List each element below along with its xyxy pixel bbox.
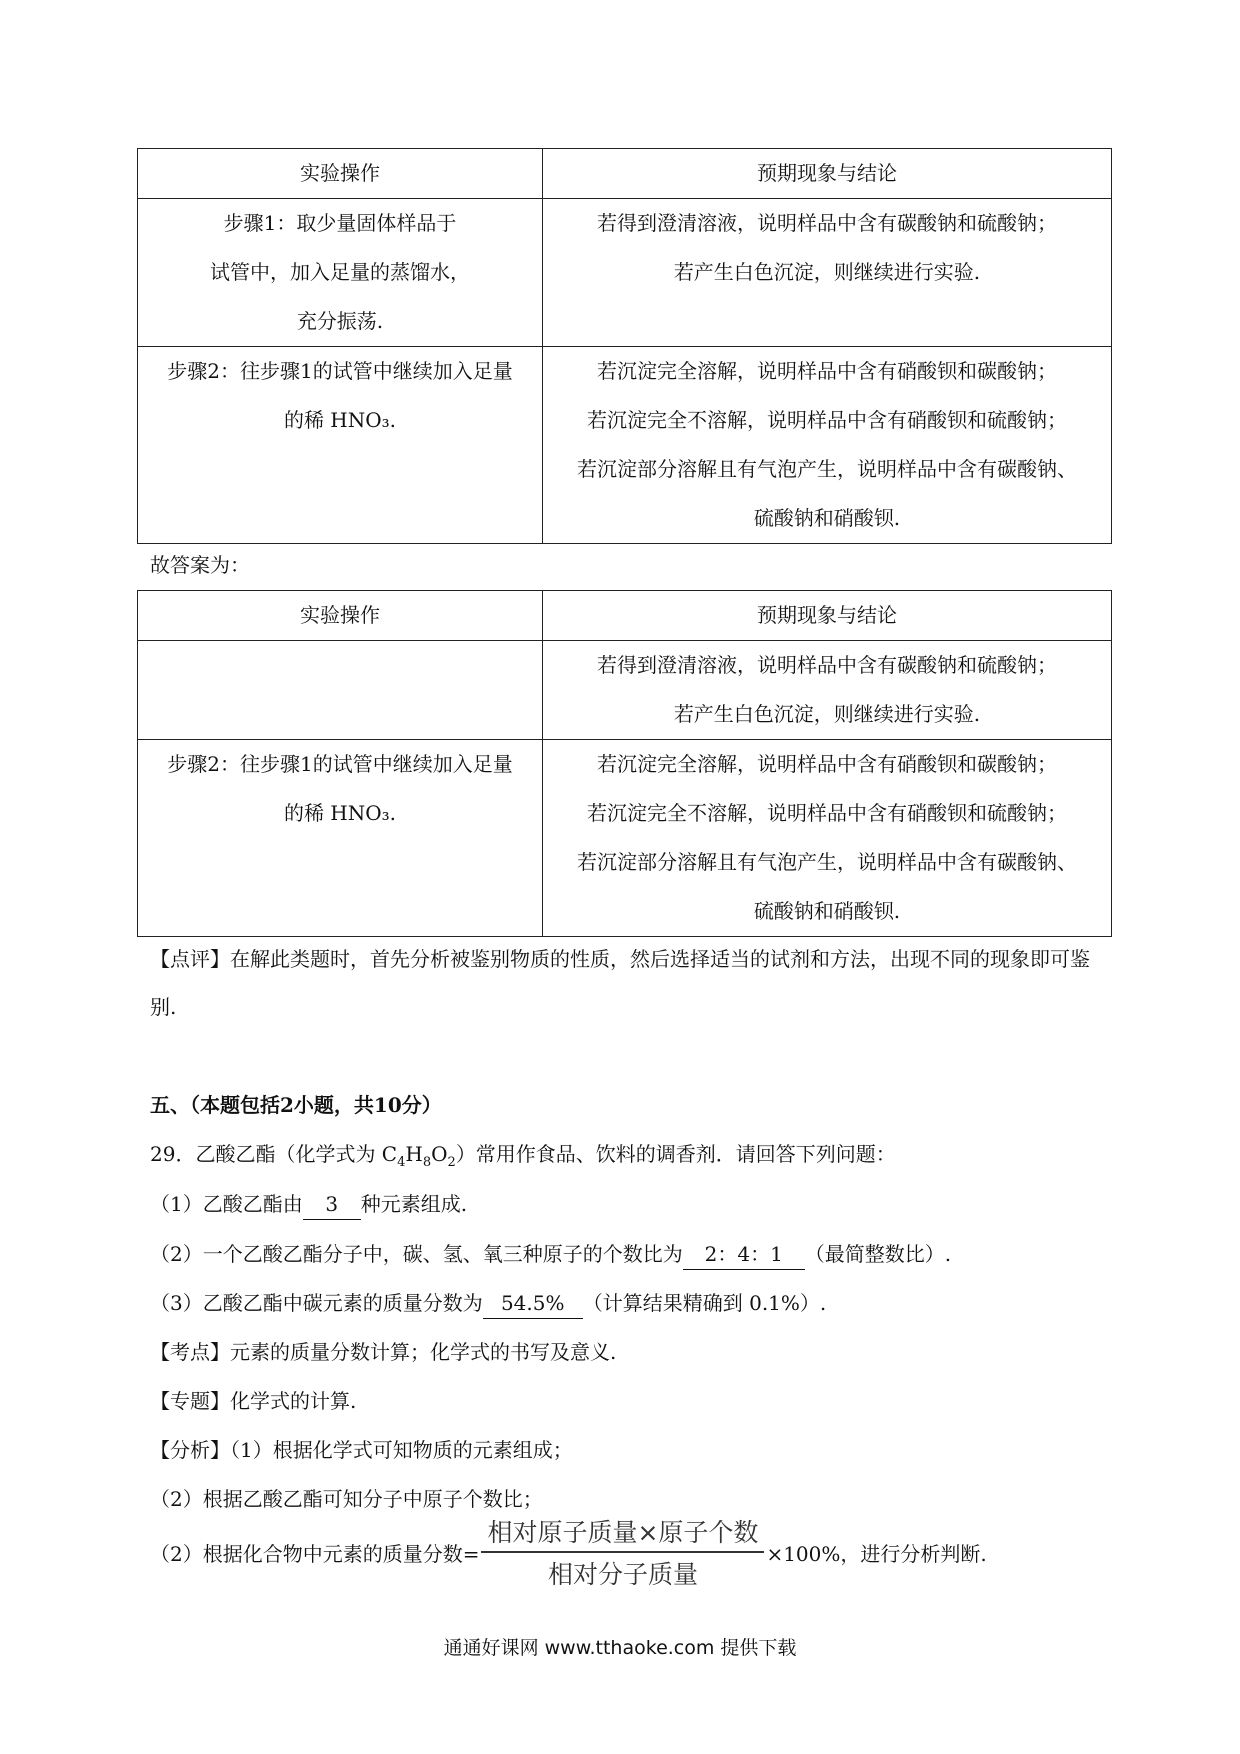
- operation-cell: [138, 199, 543, 347]
- experiment-table-1: [137, 148, 1112, 544]
- table-header-row: [138, 591, 1112, 641]
- table-row: [138, 199, 1112, 347]
- answer-blank: 54.5%: [483, 1288, 583, 1319]
- part-prefix: （3）乙酸乙酯中碳元素的质量分数为: [150, 1291, 483, 1315]
- cell-line: 步骤2：往步骤1的试管中继续加入足量: [167, 752, 513, 776]
- table-row: [138, 347, 1112, 544]
- analysis-suffix: ×100%，进行分析判断.: [766, 1541, 987, 1566]
- cell-line: 硫酸钠和硝酸钡.: [753, 506, 901, 530]
- part-suffix: 种元素组成.: [360, 1192, 468, 1216]
- question-part-1: [150, 1180, 467, 1228]
- answer-label: 故答案为：: [150, 553, 250, 577]
- page-footer: 通通好课网 www.tthaoke.com 提供下载: [443, 1637, 797, 1659]
- cell-line: 的稀 HNO₃.: [283, 408, 397, 432]
- stem-suffix: ）常用作食品、饮料的调香剂．请回答下列问题：: [455, 1142, 896, 1166]
- cell-line: 的稀 HNO₃.: [283, 801, 397, 825]
- part-suffix: （计算结果精确到 0.1%）.: [582, 1291, 827, 1315]
- cell-line: 步骤1：取少量固体样品于: [223, 211, 457, 235]
- question-part-2: [150, 1230, 951, 1278]
- formula-part: O: [431, 1142, 448, 1166]
- analysis-prefix: （2）根据化合物中元素的质量分数=: [150, 1541, 480, 1566]
- result-cell: [543, 199, 1112, 347]
- section-title: 五、（本题包括2小题，共10分）: [150, 1093, 442, 1117]
- comment-paragraph: 【点评】在解此类题时，首先分析被鉴别物质的性质，然后选择适当的试剂和方法，出现不同的现象即可鉴别.: [150, 947, 1090, 1019]
- cell-line: 若得到澄清溶液，说明样品中含有碳酸钠和硫酸钠；: [597, 211, 1057, 235]
- formula-part: H: [405, 1142, 423, 1166]
- answer-blank: 2：4：1: [683, 1239, 805, 1270]
- formula-subscript: 2: [447, 1155, 456, 1170]
- part-prefix: （2）一个乙酸乙酯分子中，碳、氢、氧三种原子的个数比为: [150, 1242, 683, 1266]
- cell-line: 充分振荡.: [296, 309, 384, 333]
- cell-line: 若沉淀部分溶解且有气泡产生，说明样品中含有碳酸钠、: [577, 457, 1077, 481]
- analysis-line-3: [150, 1512, 987, 1592]
- experiment-table-2: [137, 590, 1112, 937]
- cell-line: 若产生白色沉淀，则继续进行实验.: [673, 260, 981, 284]
- cell-line: 若沉淀完全溶解，说明样品中含有硝酸钡和碳酸钠；: [597, 752, 1057, 776]
- analysis-line-1: 【分析】（1）根据化学式可知物质的元素组成；: [150, 1438, 573, 1462]
- analysis-line-2: （2）根据乙酸乙酯可知分子中原子个数比；: [150, 1487, 543, 1511]
- header-result: 预期现象与结论: [543, 149, 1112, 199]
- kaodian-line: 【考点】元素的质量分数计算；化学式的书写及意义.: [150, 1340, 617, 1364]
- cell-line: 若沉淀完全不溶解，说明样品中含有硝酸钡和硫酸钠；: [587, 801, 1067, 825]
- cell-line: 若沉淀完全不溶解，说明样品中含有硝酸钡和硫酸钠；: [587, 408, 1067, 432]
- cell-line: 试管中，加入足量的蒸馏水，: [210, 260, 470, 284]
- question-29-stem: [150, 1130, 896, 1187]
- part-suffix: （最简整数比）.: [804, 1242, 952, 1266]
- stem-prefix: 29．乙酸乙酯（化学式为 C: [150, 1142, 398, 1166]
- cell-line: 若沉淀完全溶解，说明样品中含有硝酸钡和碳酸钠；: [597, 359, 1057, 383]
- zhuanti-line: 【专题】化学式的计算.: [150, 1389, 357, 1413]
- operation-cell: [138, 347, 543, 544]
- result-cell: [543, 740, 1112, 937]
- header-result: 预期现象与结论: [543, 591, 1112, 641]
- cell-line: 若产生白色沉淀，则继续进行实验.: [673, 702, 981, 726]
- mass-fraction-formula: [481, 1513, 764, 1591]
- fraction-denominator: 相对分子质量: [547, 1560, 698, 1589]
- cell-line: 硫酸钠和硝酸钡.: [753, 899, 901, 923]
- formula-subscript: 8: [422, 1155, 432, 1170]
- table-row: [138, 641, 1112, 740]
- table-header-row: [138, 149, 1112, 199]
- formula-subscript: 4: [397, 1155, 406, 1170]
- result-cell: [543, 641, 1112, 740]
- operation-cell-empty: [138, 641, 543, 740]
- answer-blank: 3: [303, 1189, 361, 1220]
- header-operation: 实验操作: [138, 149, 543, 199]
- part-prefix: （1）乙酸乙酯由: [150, 1192, 303, 1216]
- cell-line: 若沉淀部分溶解且有气泡产生，说明样品中含有碳酸钠、: [577, 850, 1077, 874]
- fraction-numerator: 相对原子质量×原子个数: [481, 1513, 764, 1553]
- operation-cell: [138, 740, 543, 937]
- cell-line: 步骤2：往步骤1的试管中继续加入足量: [167, 359, 513, 383]
- question-part-3: [150, 1279, 826, 1327]
- table-row: [138, 740, 1112, 937]
- cell-line: 若得到澄清溶液，说明样品中含有碳酸钠和硫酸钠；: [597, 653, 1057, 677]
- header-operation: 实验操作: [138, 591, 543, 641]
- result-cell: [543, 347, 1112, 544]
